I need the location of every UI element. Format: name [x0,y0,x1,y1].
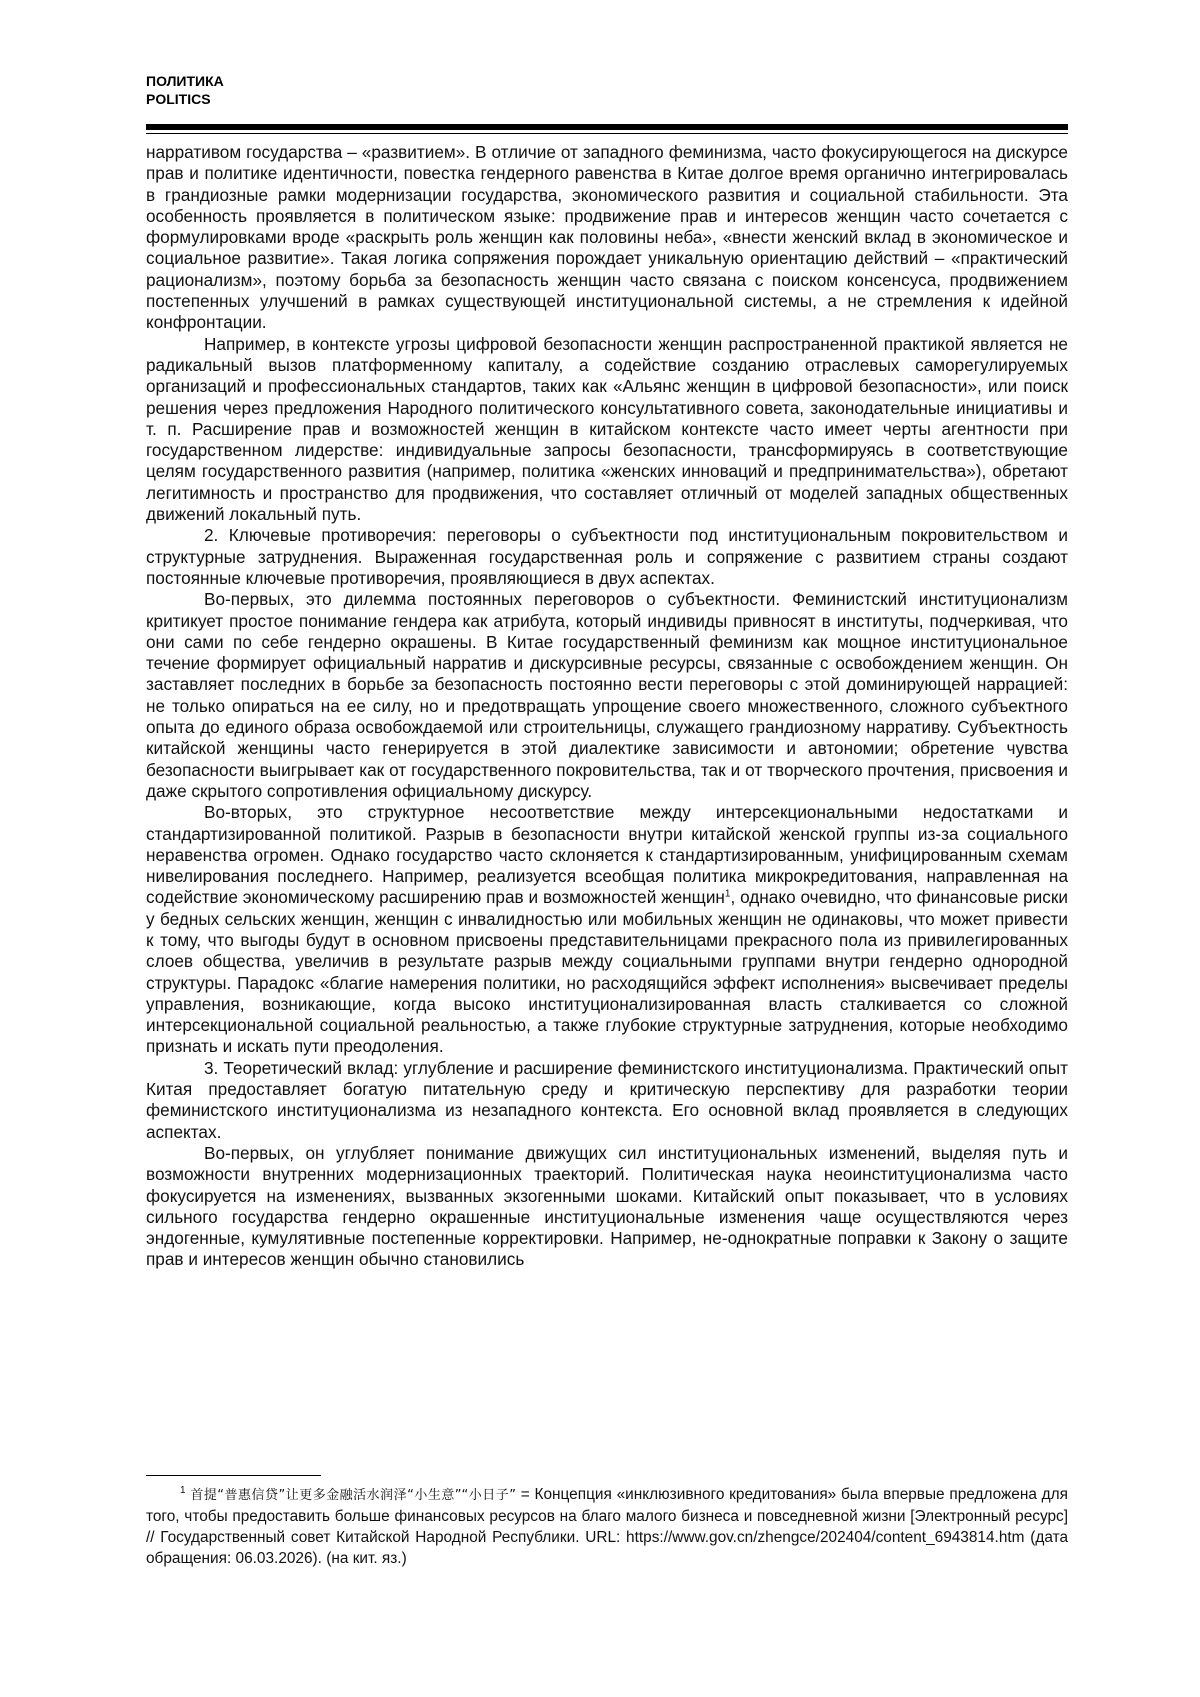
running-header [146,72,224,108]
section-title-en: POLITICS [146,91,211,107]
paragraph-text: , однако очевидно, что финансовые риски у бедных сельских женщин, женщин с инвалидностью или мобильных женщин не одинаковы, что может привести к тому, что выгоды будут в основном присвоены представительницами прекрасного пола из привилегированных слоев общества, увеличив в результате разрыв между социальными группами внутри гендерно однородной структуры. Парадокс «благие намерения политики, но расходящийся эффект исполнения» высвечивает пределы управления, возникающие, когда высоко институционализированная власть сталкивается со сложной интерсекциональной социальной реальностью, а также глубокие структурные затруднения, которые необходимо признать и искать пути преодоления. [146,887,1068,1057]
footnote [146,1484,1068,1569]
footnote-separator [146,1475,321,1476]
paragraph: Во-первых, это дилемма постоянных переговоров о субъектности. Феминистский институционализм критикует простое понимание гендера как атрибута, который индивиды привносят в институты, подчеркивая, что они сами по себе гендерно окрашены. В Китае государственный феминизм как мощное институциональное течение формирует официальный нарратив и дискурсивные ресурсы, связанные с освобождением женщин. Он заставляет последних в борьбе за безопасность постоянно вести переговоры с этой доминирующей наррацией: не только опираться на ее силу, но и предотвращать упрощение своего множественного, сложного субъектного опыта до единого образа освобождаемой или строительницы, служащего грандиозному нарративу. Субъектность китайской женщины часто генерируется в этой диалектике зависимости и автономии; обретение чувства безопасности выигрывает как от государственного покровительства, так и от творческого прочтения, присвоения и даже скрытого сопротивления официальному дискурсу. [146,589,1068,801]
paragraph: Например, в контексте угрозы цифровой безопасности женщин распространенной практикой является не радикальный вызов платформенному капиталу, а содействие созданию отраслевых саморегулируемых организаций и профессиональных стандартов, таких как «Альянс женщин в цифровой безопасности», или поиск решения через предложения Народного политического консультативного совета, законодательные инициативы и т. п. Расширение прав и возможностей женщин в китайском контексте часто имеет черты агентности при государственном лидерстве: индивидуальные запросы безопасности, трансформируясь в соответствующие целям государственного развития (например, политика «женских инноваций и предпринимательства»), обретают легитимность и пространство для продвижения, что составляет отличный от моделей западных общественных движений локальный путь. [146,333,1068,525]
footnote-reference[interactable]: 1 [724,888,731,900]
header-rule-thin [146,133,1068,134]
footnote-text: = Концепция «инклюзивного кредитования» была впервые предложена для того, чтобы предоставить больше финансовых ресурсов на благо малого бизнеса и повседневной жизни [Электронный ресурс] // Государственный совет Китайской Народной Республики. URL: https://www.gov.cn/zhengce/202404/content_6943814.htm (дата обращения: 06.03.2026). (на кит. яз.) [146,1486,1068,1567]
paragraph: нарративом государства – «развитием». В отличие от западного феминизма, часто фокусирующегося на дискурсе прав и политике идентичности, повестка гендерного равенства в Китае долгое время органично интегрировалась в грандиозные рамки модернизации государства, экономического развития и социальной стабильности. Эта особенность проявляется в политическом языке: продвижение прав и интересов женщин часто сочетается с формулировками вроде «раскрыть роль женщин как половины неба», «внести женский вклад в экономическое и социальное развитие». Такая логика сопряжения порождает уникальную ориентацию действий – «практический рационализм», поэтому борьба за безопасность женщин часто связана с поиском консенсуса, продвижением постепенных улучшений в рамках существующей институциональной системы, а не стремления к идейной конфронтации. [146,142,1068,333]
footnote-number: 1 [180,1484,186,1496]
paragraph-text: Во-вторых, это структурное несоответствие между интерсекциональными недостатками и стандартизированной политикой. Разрыв в безопасности внутри китайской женской группы из-за социального неравенства огромен. Однако государство часто склоняется к стандартизированным, унифицированным схемам нивелирования последнего. Например, реализуется всеобщая политика микрокредитования, направленная на содействие экономическому расширению прав и возможностей женщин [146,802,1068,908]
body-text [146,142,1068,1271]
paragraph: 2. Ключевые противоречия: переговоры о субъектности под институциональным покровительством и структурные затруднения. Выраженная государственная роль и сопряжение с развитием страны создают постоянные ключевые противоречия, проявляющиеся в двух аспектах. [146,525,1068,588]
header-rule-thick [146,124,1068,130]
paragraph: Во-первых, он углубляет понимание движущих сил институциональных изменений, выделяя путь и возможности внутренних модернизационных траекторий. Политическая наука неоинституционализма часто фокусируется на изменениях, вызванных экзогенными шоками. Китайский опыт показывает, что в условиях сильного государства гендерно окрашенные институциональные изменения чаще осуществляются через эндогенные, кумулятивные постепенные корректировки. Например, не-однократные поправки к Закону о защите прав и интересов женщин обычно становились [146,1142,1068,1270]
section-title-ru: ПОЛИТИКА [146,73,224,89]
footnote-chinese-title: 首提“普惠信贷”让更多金融活水润泽“小生意”“小日子” [190,1488,516,1503]
paragraph [146,802,1068,1058]
paragraph: 3. Теоретический вклад: углубление и расширение феминистского институционализма. Практический опыт Китая предоставляет богатую питательную среду и критическую перспективу для разработки теории феминистского институционализма из незападного контекста. Его основной вклад проявляется в следующих аспектах. [146,1057,1068,1142]
